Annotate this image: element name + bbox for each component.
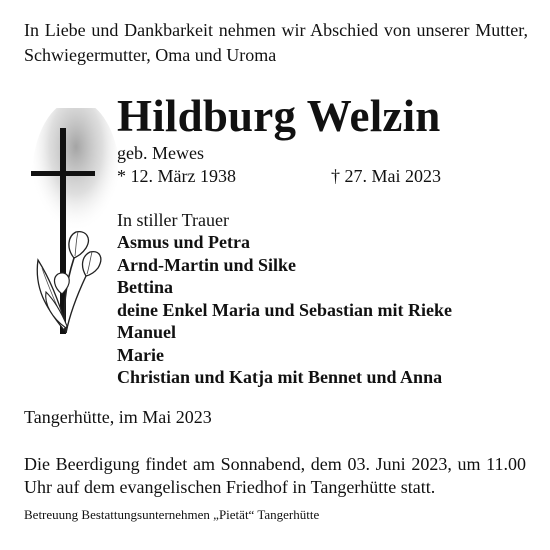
mourning-label: In stiller Trauer xyxy=(117,210,229,230)
death-date: † 27. Mai 2023 xyxy=(331,166,441,186)
birth-date: * 12. März 1938 xyxy=(117,166,236,186)
mourner-item: Arnd-Martin und Silke xyxy=(117,254,297,275)
deceased-name: Hildburg Welzin xyxy=(117,91,441,141)
mourner-item: deine Enkel Maria und Sebastian mit Rieke xyxy=(117,299,453,320)
mourner-item: Asmus und Petra xyxy=(117,232,251,252)
funeral-info: Die Beerdigung findet am Sonnabend, dem 03. Juni 2023, um 11.00 Uhr auf dem evangelischen Friedhof in Tangerhütte statt. xyxy=(24,454,526,497)
mourner-item: Marie xyxy=(117,344,164,365)
mourners-list xyxy=(117,231,452,389)
mourner-item: Christian und Katja mit Bennet und Anna xyxy=(117,367,443,387)
mourner-item: Bettina xyxy=(117,277,173,297)
cross-with-calla-lily-icon xyxy=(26,108,118,340)
maiden-name: geb. Mewes xyxy=(117,143,204,163)
place-date: Tangerhütte, im Mai 2023 xyxy=(24,407,212,427)
intro-text: In Liebe und Dankbarkeit nehmen wir Abschied von unserer Mutter, Schwiegermutter, Oma und Uroma xyxy=(24,20,528,65)
mourner-item: Manuel xyxy=(117,322,177,342)
undertaker-credit: Betreuung Bestattungsunternehmen „Pietät“ Tangerhütte xyxy=(24,507,320,522)
